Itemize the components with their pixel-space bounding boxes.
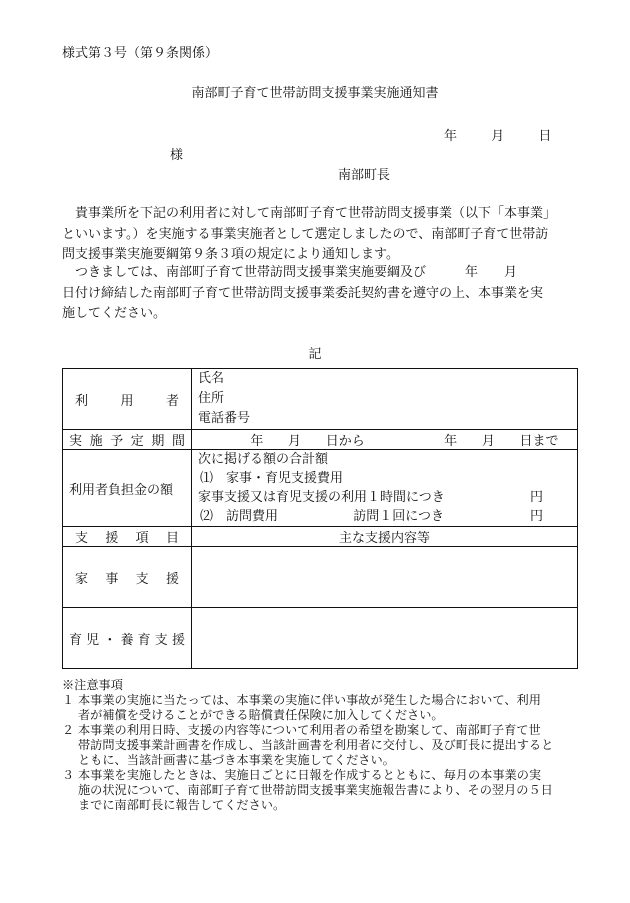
- notes-heading: ※注意事項: [62, 678, 123, 692]
- label-char: 育: [137, 632, 151, 648]
- period-month-end: 月: [481, 434, 495, 449]
- date-month: 月: [491, 129, 505, 144]
- fee-label: 利用者負担金の額: [63, 450, 192, 527]
- paragraph-2-line: 日付け締結した南部町子育て世帯訪問支援事業委託契約書を遵守の上、本事業を実: [62, 285, 544, 301]
- fee-item-1-detail: [198, 488, 571, 507]
- note-number: １: [62, 693, 75, 707]
- label-char: 支: [135, 571, 149, 587]
- period-value: [192, 430, 578, 450]
- label-char: 養: [120, 632, 134, 648]
- date-line: [444, 125, 551, 144]
- housework-row: [63, 547, 578, 608]
- label-char: 項: [135, 531, 149, 546]
- ki-marker: 記: [308, 347, 322, 362]
- note-line: ともに、当該計画書に基づき本事業を実施してください。: [78, 753, 395, 767]
- label-char: 事: [105, 571, 119, 587]
- label-char: 援: [165, 571, 179, 587]
- note-line: 帯訪問支援事業計画書を作成し、当該計画書を利用者に交付し、及び町長に提出すると: [78, 738, 554, 752]
- label-char: 実: [69, 434, 83, 449]
- label-char: 施: [89, 434, 103, 449]
- notes-section: [62, 678, 578, 813]
- note-line: までに南部町長に報告してください。: [78, 798, 286, 812]
- document-title: 南部町子育て世帯訪問支援事業実施通知書: [191, 86, 439, 101]
- label-char: 予: [110, 434, 124, 449]
- paragraph-1-line: 問支援事業実施要綱第９条３項の規定により通知します。: [62, 247, 399, 262]
- label-char: 援: [171, 632, 185, 648]
- fee-item-1-detail-text: 家事支援又は育児支援の利用１時間につき: [198, 490, 445, 505]
- label-char: 支: [75, 531, 89, 546]
- user-name-field: 氏名: [198, 371, 225, 386]
- period-month-start: 月: [288, 434, 302, 449]
- fee-item-2-text: ⑵ 訪問費用: [200, 509, 279, 524]
- note-item: [62, 768, 578, 813]
- details-table: [62, 368, 578, 669]
- period-day-end: 日まで: [519, 434, 559, 449]
- childcare-label: [63, 608, 192, 669]
- note-line: 本事業の利用日時、支援の内容等について利用者の希望を勘案して、南部町子育て世: [78, 723, 541, 737]
- childcare-row: [63, 608, 578, 669]
- label-char: 用: [120, 393, 134, 409]
- paragraph-2: [62, 263, 568, 325]
- fee-item-2: [198, 507, 571, 526]
- fee-item-1: [198, 469, 571, 488]
- support-header-row: [63, 527, 578, 547]
- date-day: 日: [538, 129, 552, 144]
- fee-intro: [198, 450, 571, 469]
- fee-intro-text: 次に掲げる額の合計額: [198, 452, 329, 467]
- user-address-field: 住所: [198, 391, 225, 406]
- label-char: 定: [130, 434, 144, 449]
- fee-item-1-text: ⑴ 家事・育児支援費用: [200, 471, 344, 486]
- period-label: [63, 430, 192, 450]
- label-char: 目: [165, 531, 179, 546]
- note-line: 施の状況について、南部町子育て世帯訪問支援事業実施報告書により、その翌月の５日: [78, 783, 553, 797]
- user-fields: [192, 369, 578, 430]
- label-char: ・: [103, 632, 117, 648]
- note-item: [62, 693, 578, 723]
- label-char: 者: [165, 393, 179, 409]
- note-item: [62, 723, 578, 768]
- issuer: 南部町長: [338, 168, 391, 183]
- label-char: 利: [75, 393, 89, 409]
- label-char: 児: [86, 632, 100, 648]
- user-label: [63, 369, 192, 430]
- period-row: [63, 430, 578, 450]
- paragraph-1-line: といいます。）を実施する事業実施者として選定しましたので、南部町子育て世帯訪: [62, 226, 549, 242]
- user-phone-field: 電話番号: [198, 411, 251, 426]
- support-label: [63, 527, 192, 547]
- yen-unit: 円: [529, 490, 543, 505]
- housework-label: [63, 547, 192, 608]
- paragraph-2-line: つきましては、南部町子育て世帯訪問支援事業実施要綱及び 年 月: [62, 265, 518, 280]
- user-row: [63, 369, 578, 430]
- form-number: 様式第３号（第９条関係）: [62, 46, 219, 61]
- date-year: 年: [444, 129, 458, 144]
- note-number: ２: [62, 723, 75, 737]
- yen-unit: 円: [529, 509, 543, 524]
- label-char: 間: [171, 434, 185, 449]
- note-line: 者が補償を受けることができる賠償責任保険に加入してください。: [78, 708, 444, 722]
- label-char: 支: [154, 632, 168, 648]
- fee-row: [63, 450, 578, 527]
- label-char: 期: [151, 434, 165, 449]
- paragraph-2-line: 施してください。: [62, 306, 167, 321]
- label-char: 家: [75, 571, 89, 587]
- period-day-start: 日から: [325, 434, 365, 449]
- paragraph-1: [62, 204, 568, 266]
- paragraph-1-line: 貴事業所を下記の利用者に対して南部町子育て世帯訪問支援事業（以下「本事業」: [62, 206, 557, 221]
- period-year-end: 年: [444, 434, 458, 449]
- label-char: 援: [105, 531, 119, 546]
- support-header: 主な支援内容等: [192, 527, 578, 547]
- note-number: ３: [62, 768, 75, 782]
- period-year-start: 年: [250, 434, 264, 449]
- childcare-content[interactable]: [192, 608, 578, 669]
- fee-item-2-detail-text: 訪問１回につき: [353, 509, 444, 524]
- fee-details: [192, 450, 578, 527]
- housework-content[interactable]: [192, 547, 578, 608]
- addressee: 様: [170, 148, 184, 163]
- note-line: 本事業を実施したときは、実施日ごとに日報を作成するとともに、毎月の本事業の実: [78, 768, 542, 782]
- note-line: 本事業の実施に当たっては、本事業の実施に伴い事故が発生した場合において、利用: [78, 693, 541, 707]
- label-char: 育: [69, 632, 83, 648]
